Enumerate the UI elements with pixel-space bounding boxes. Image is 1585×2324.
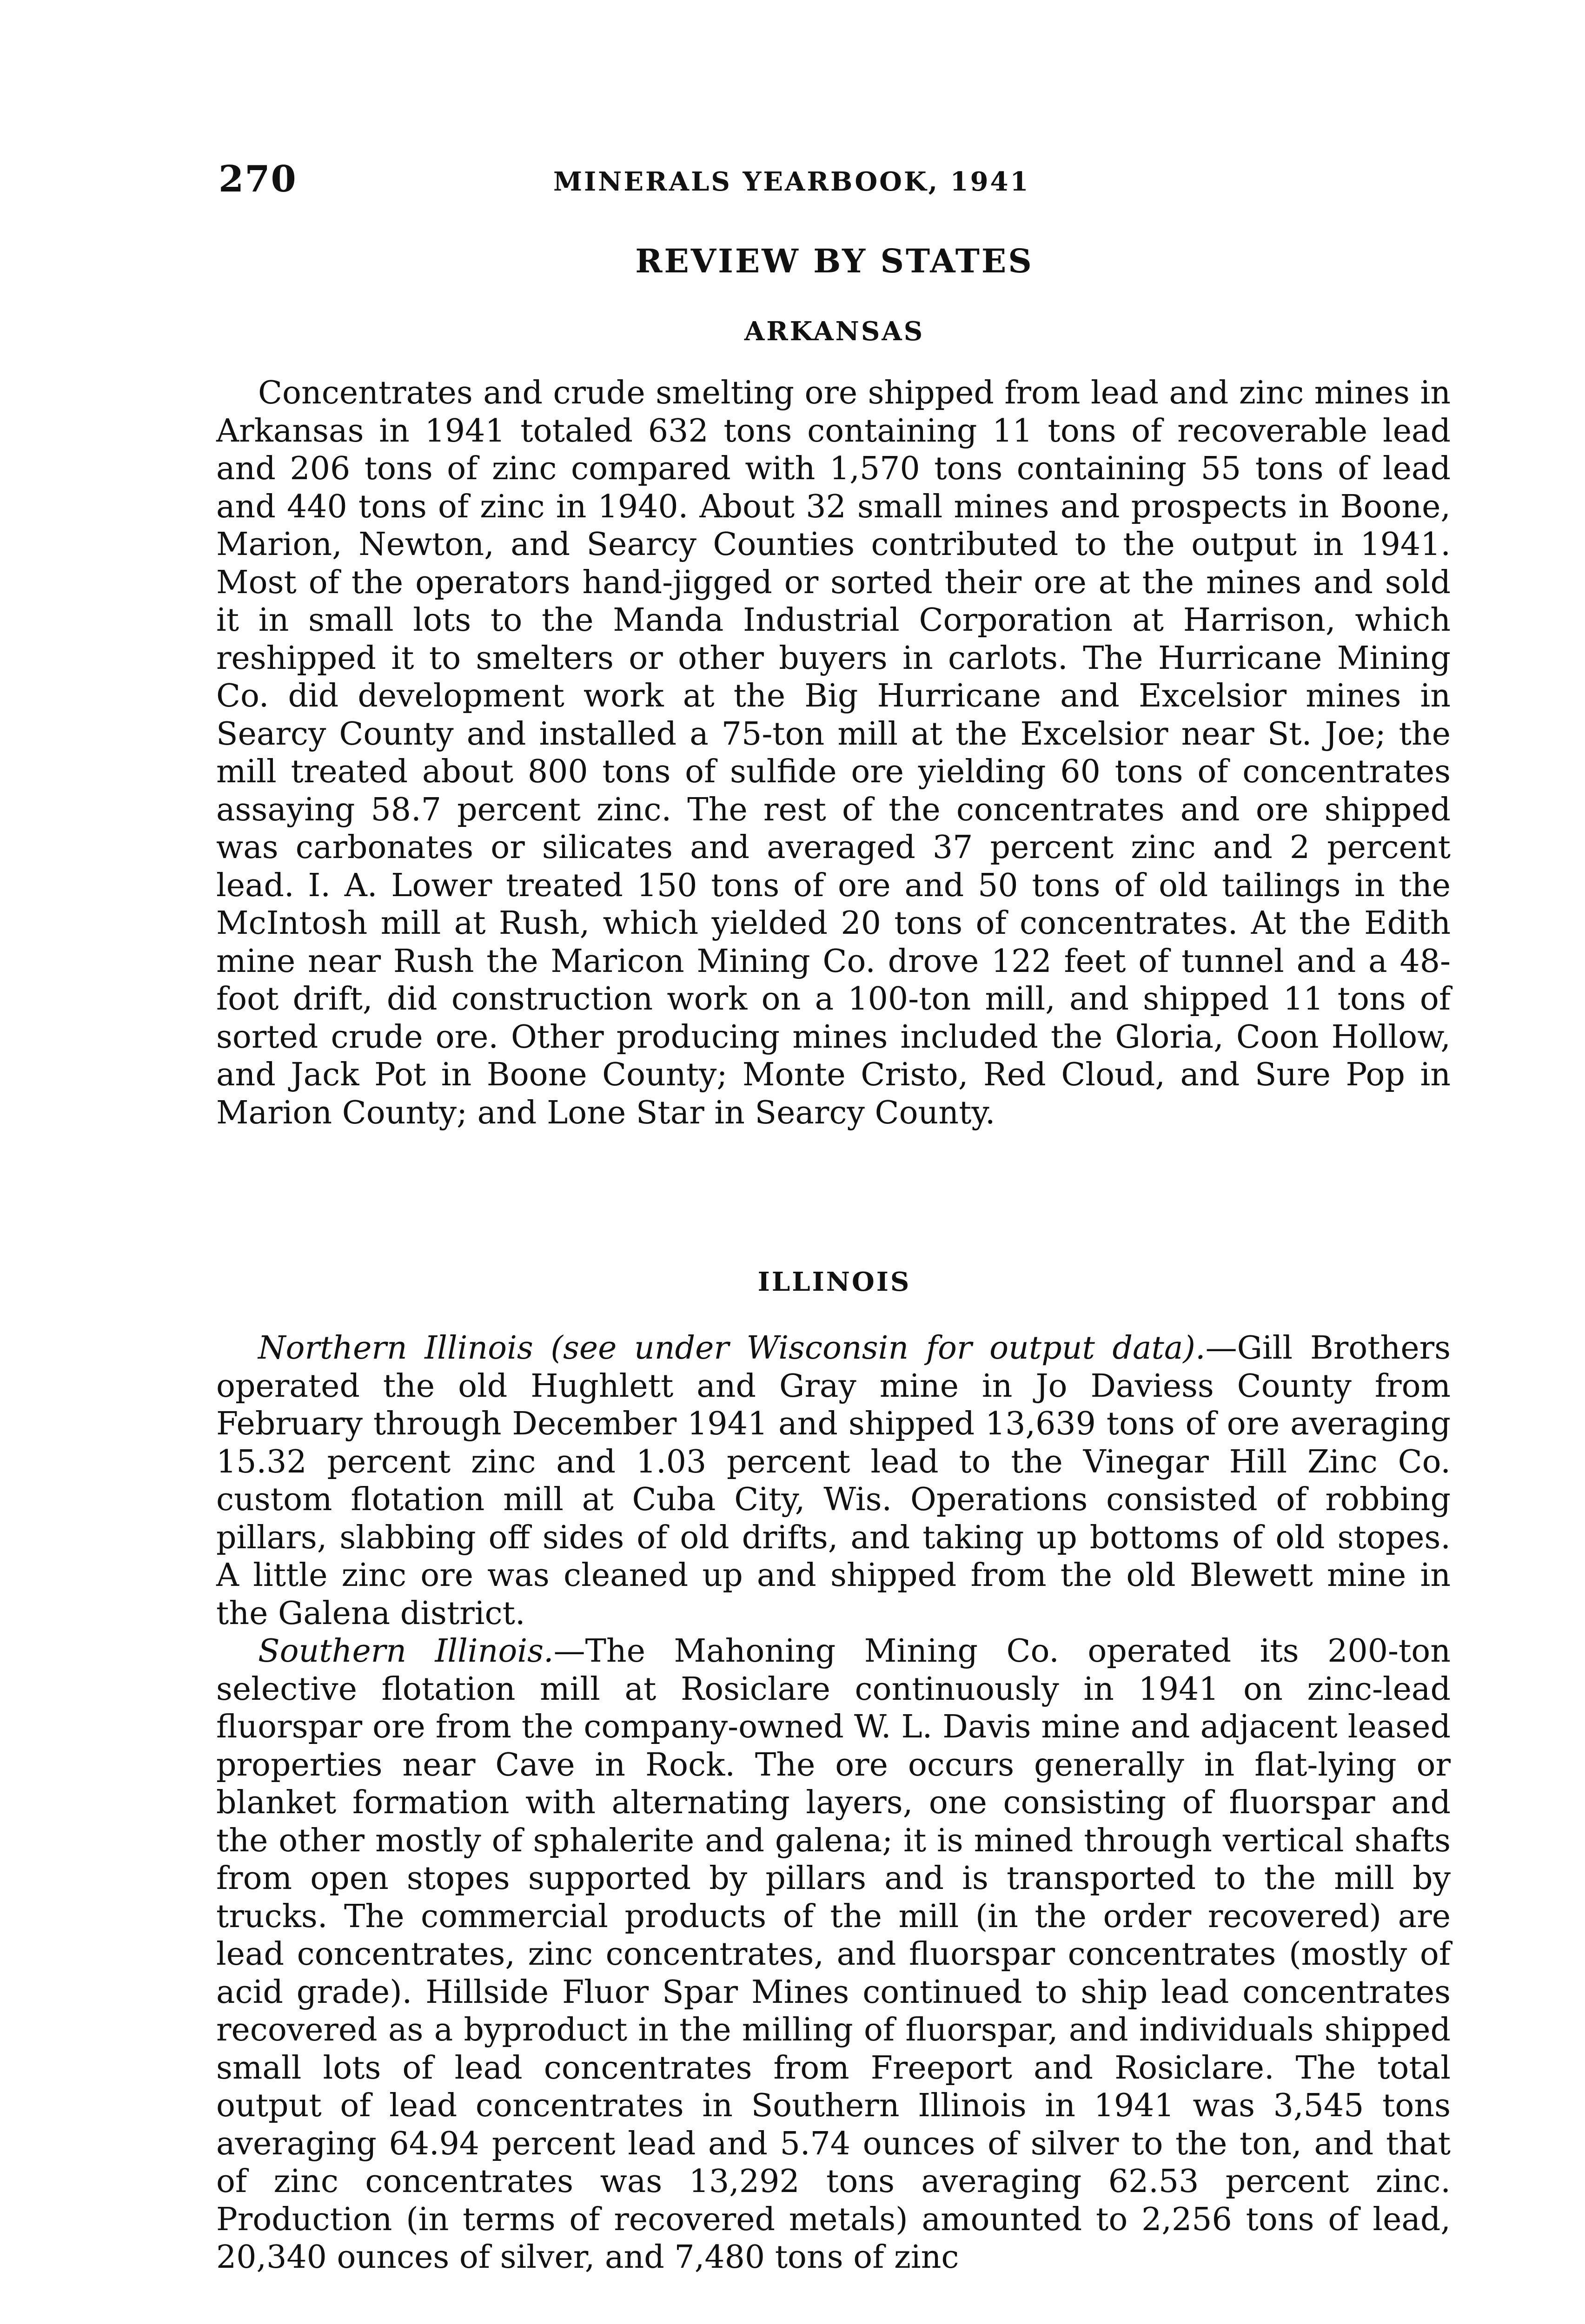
arkansas-section <box>216 374 1451 1132</box>
running-head: MINERALS YEARBOOK, 1941 <box>553 166 1030 197</box>
southern-illinois-paragraph <box>216 1632 1451 2277</box>
southern-illinois-lead: Southern Illinois. <box>258 1633 554 1670</box>
arkansas-heading: ARKANSAS <box>744 316 925 347</box>
illinois-section <box>216 1329 1451 2277</box>
page-number: 270 <box>219 158 297 200</box>
page-header <box>219 158 1451 209</box>
illinois-heading: ILLINOIS <box>757 1267 911 1297</box>
northern-illinois-lead: Northern Illinois (see under Wisconsin for output data). <box>258 1330 1206 1367</box>
section-title: REVIEW BY STATES <box>635 242 1034 280</box>
arkansas-paragraph: Concentrates and crude smelting ore shipped from lead and zinc mines in Arkansas in 1941 totaled 632 tons containing 11 tons of recoverable lead and 206 tons of zinc compared with 1,570 tons containing 55 tons of lead and 440 tons of zinc in 1940. About 32 small mines and prospects in Boone, Marion, Newton, and Searcy Counties contributed to the output in 1941. Most of the operators hand-jigged or sorted their ore at the mines and sold it in small lots to the Manda Industrial Corporation at Harrison, which reshipped it to smelters or other buyers in carlots. The Hurricane Mining Co. did development work at the Big Hurricane and Excelsior mines in Searcy County and installed a 75-ton mill at the Excelsior near St. Joe; the mill treated about 800 tons of sulfide ore yielding 60 tons of concentrates assaying 58.7 percent zinc. The rest of the concentrates and ore shipped was carbonates or silicates and averaged 37 percent zinc and 2 percent lead. I. A. Lower treated 150 tons of ore and 50 tons of old tailings in the McIntosh mill at Rush, which yielded 20 tons of concentrates. At the Edith mine near Rush the Maricon Mining Co. drove 122 feet of tunnel and a 48-foot drift, did construction work on a 100-ton mill, and shipped 11 tons of sorted crude ore. Other producing mines included the Gloria, Coon Hollow, and Jack Pot in Boone County; Monte Cristo, Red Cloud, and Sure Pop in Marion County; and Lone Star in Searcy County. <box>216 375 1451 1131</box>
southern-illinois-text: —The Mahoning Mining Co. operated its 200-ton selective flotation mill at Rosiclare continuously in 1941 on zinc-lead fluorspar ore from the company-owned W. L. Davis mine and adjacent leased properties near Cave in Rock. The ore occurs generally in flat-lying or blanket formation with alternating layers, one consisting of fluorspar and the other mostly of sphalerite and galena; it is mined through vertical shafts from open stopes supported by pillars and is transported to the mill by trucks. The commercial products of the mill (in the order recovered) are lead concentrates, zinc concentrates, and fluorspar concentrates (mostly of acid grade). Hillside Fluor Spar Mines continued to ship lead concentrates recovered as a byproduct in the milling of fluorspar, and individuals shipped small lots of lead concentrates from Freeport and Rosiclare. The total output of lead concentrates in Southern Illinois in 1941 was 3,545 tons averaging 64.94 percent lead and 5.74 ounces of silver to the ton, and that of zinc concentrates was 13,292 tons averaging 62.53 percent zinc. Production (in terms of recovered metals) amounted to 2,256 tons of lead, 20,340 ounces of silver, and 7,480 tons of zinc <box>216 1633 1451 2276</box>
northern-illinois-paragraph <box>216 1329 1451 1632</box>
northern-illinois-text: —Gill Brothers operated the old Hughlett and Gray mine in Jo Daviess County from February through December 1941 and shipped 13,639 tons of ore averaging 15.32 percent zinc and 1.03 percent lead to the Vinegar Hill Zinc Co. custom flotation mill at Cuba City, Wis. Operations consisted of robbing pillars, slabbing off sides of old drifts, and taking up bottoms of old stopes. A little zinc ore was cleaned up and shipped from the old Blewett mine in the Galena district. <box>216 1330 1451 1632</box>
